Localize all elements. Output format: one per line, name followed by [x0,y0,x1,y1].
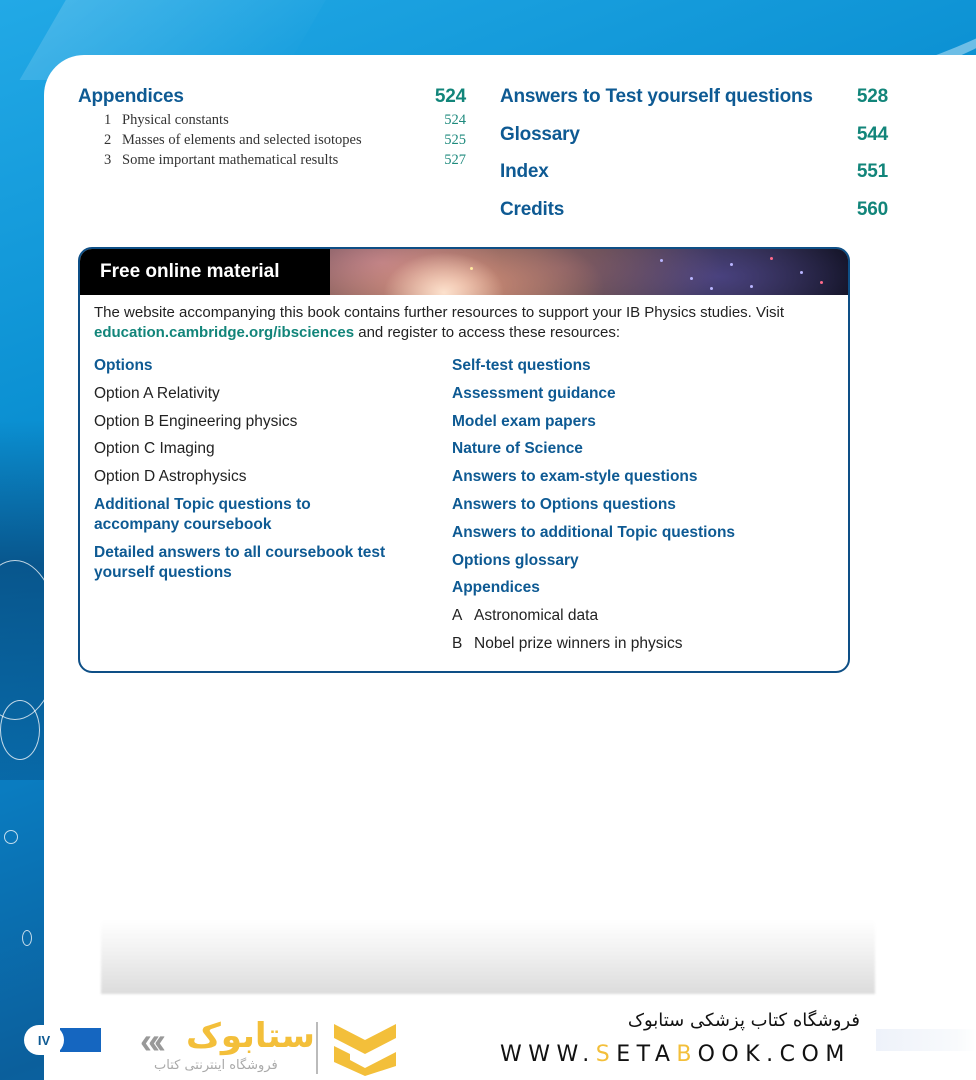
box-header [80,249,848,295]
logo-chevrons-icon: «‹ [140,1020,161,1061]
toc-entry-label: Glossary [500,123,580,145]
toc-appendices-section [78,86,466,172]
toc-entry-page: 524 [434,86,466,107]
box-intro-text: The website accompanying this book contains further resources to support your IB Physics studies. Visit education.cambridge.org/ibsciences and register to access these resources: [94,304,785,341]
free-online-material-box [78,247,850,673]
logo-divider [316,1022,318,1074]
toc-subentry-page: 524 [444,112,466,128]
toc-entry-label: Credits [500,198,565,220]
resource-item: Option D Astrophysics [94,468,247,486]
logo-chevron-mark-icon [330,1018,400,1076]
resource-item-additional-topic-questions: Additional Topic questions to accompany coursebook [94,495,311,533]
footer-fade-decoration [876,1029,976,1051]
resource-subitem: B Nobel prize winners in physics [452,634,683,652]
store-name-persian: فروشگاه کتاب پزشکی ستابوک [627,1010,860,1031]
resource-item-detailed-answers: Detailed answers to all coursebook test yourself questions [94,543,386,581]
resource-item: Option A Relativity [94,384,220,402]
toc-subentry-label: Physical constants [122,112,229,128]
toc-entry-credits[interactable] [500,199,888,237]
resource-item: Assessment guidance [452,384,616,402]
galaxy-banner-image [330,249,848,295]
resource-item: Answers to exam-style questions [452,468,698,486]
toc-subentry-label: Masses of elements and selected isotopes [122,132,362,148]
toc-entry-appendices[interactable] [78,86,466,112]
resources-columns [94,356,834,662]
logo-wordmark: ستابوک [186,1016,315,1056]
resource-item: Option C Imaging [94,440,215,458]
store-url[interactable]: WWW.SETABOOK.COM [500,1042,851,1067]
resources-link[interactable]: education.cambridge.org/ibsciences [94,323,355,341]
toc-entry-label: Answers to Test yourself questions [500,86,813,107]
toc-subentry[interactable] [78,152,466,172]
scan-shadow-strip [101,920,875,994]
toc-entry-index[interactable] [500,161,888,199]
resource-item: Options glossary [452,551,579,569]
page-number-tab [60,1028,101,1052]
toc-back-matter-section [500,86,888,236]
toc-entry-page: 528 [856,86,888,107]
resources-left-column [94,356,452,662]
resource-item-options: Options [94,357,153,374]
particle-trail-decoration [0,700,40,760]
toc-subentry-number: 1 [104,112,112,128]
resource-subitem: A Astronomical data [452,607,599,625]
toc-subentry[interactable] [78,132,466,152]
particle-trail-decoration [22,930,32,946]
resource-item-appendices: Appendices [452,579,540,597]
resource-item: Self-test questions [452,357,591,374]
logo-tagline: فروشگاه اینترنتی کتاب [154,1058,278,1073]
toc-entry-label: Appendices [78,86,184,107]
toc-entry-answers[interactable] [500,86,888,124]
toc-entry-label: Index [500,161,549,183]
toc-entry-page: 544 [856,123,888,145]
toc-entry-page: 551 [856,161,888,183]
resource-item: Option B Engineering physics [94,412,298,430]
toc-subentry-page: 527 [444,152,466,168]
box-title: Free online material [100,261,280,282]
resource-item: Model exam papers [452,412,596,430]
setabook-logo [140,1014,400,1080]
toc-entry-page: 560 [856,198,888,220]
resource-item: Answers to additional Topic questions [452,523,736,541]
toc-subentry-number: 3 [104,152,112,168]
toc-subentry-label: Some important mathematical results [122,152,339,168]
toc-subentry-page: 525 [444,132,466,148]
resource-item: Nature of Science [452,440,583,458]
resources-right-column [452,356,810,662]
toc-subentry-number: 2 [104,132,112,148]
toc-entry-glossary[interactable] [500,124,888,162]
page-number: IV [24,1025,64,1055]
particle-trail-decoration [4,830,18,844]
resource-item: Answers to Options questions [452,495,676,513]
toc-subentry[interactable] [78,112,466,132]
